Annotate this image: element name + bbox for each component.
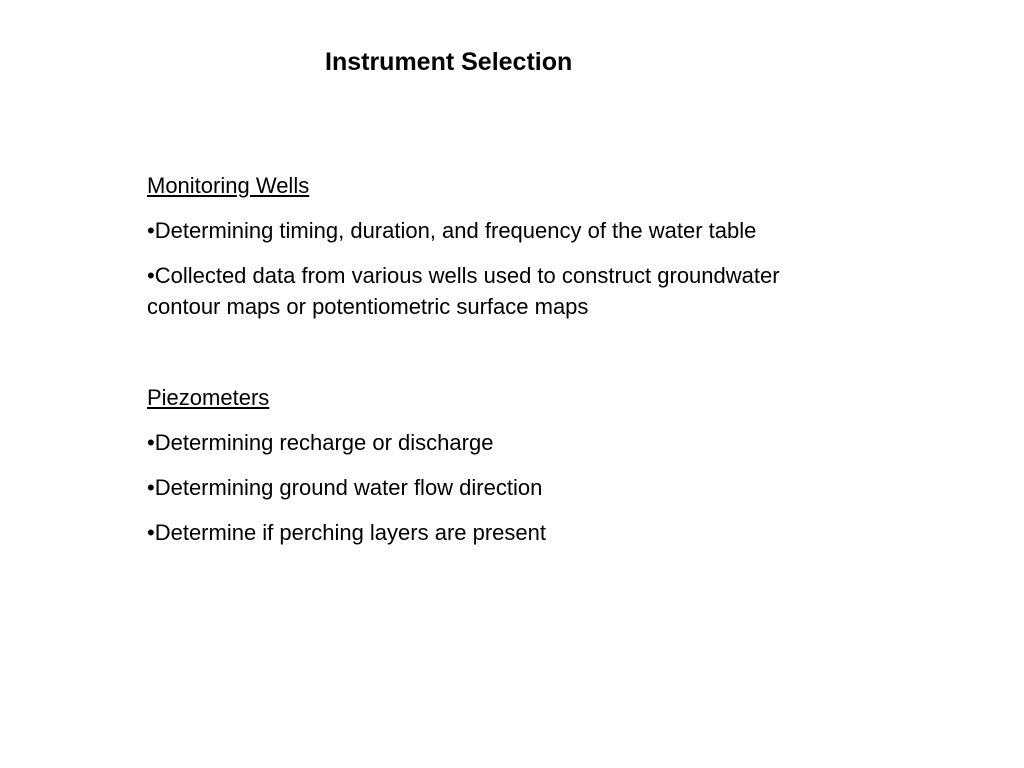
section-monitoring-wells xyxy=(147,170,827,322)
section-heading: Piezometers xyxy=(147,385,270,410)
section-piezometers xyxy=(147,382,827,548)
section-spacer xyxy=(147,336,827,382)
bullet-item: •Determining ground water flow direction xyxy=(147,475,543,500)
bullet-item: •Determining recharge or discharge xyxy=(147,430,494,455)
bullet-item: •Determining timing, duration, and frequency of the water table xyxy=(147,218,757,243)
bullet-item: •Collected data from various wells used to construct groundwater contour maps or potentiometric surface maps xyxy=(147,263,780,319)
bullet-item: •Determine if perching layers are present xyxy=(147,520,546,545)
slide-content xyxy=(147,170,827,562)
section-heading: Monitoring Wells xyxy=(147,173,310,198)
slide-title: Instrument Selection xyxy=(325,48,573,76)
